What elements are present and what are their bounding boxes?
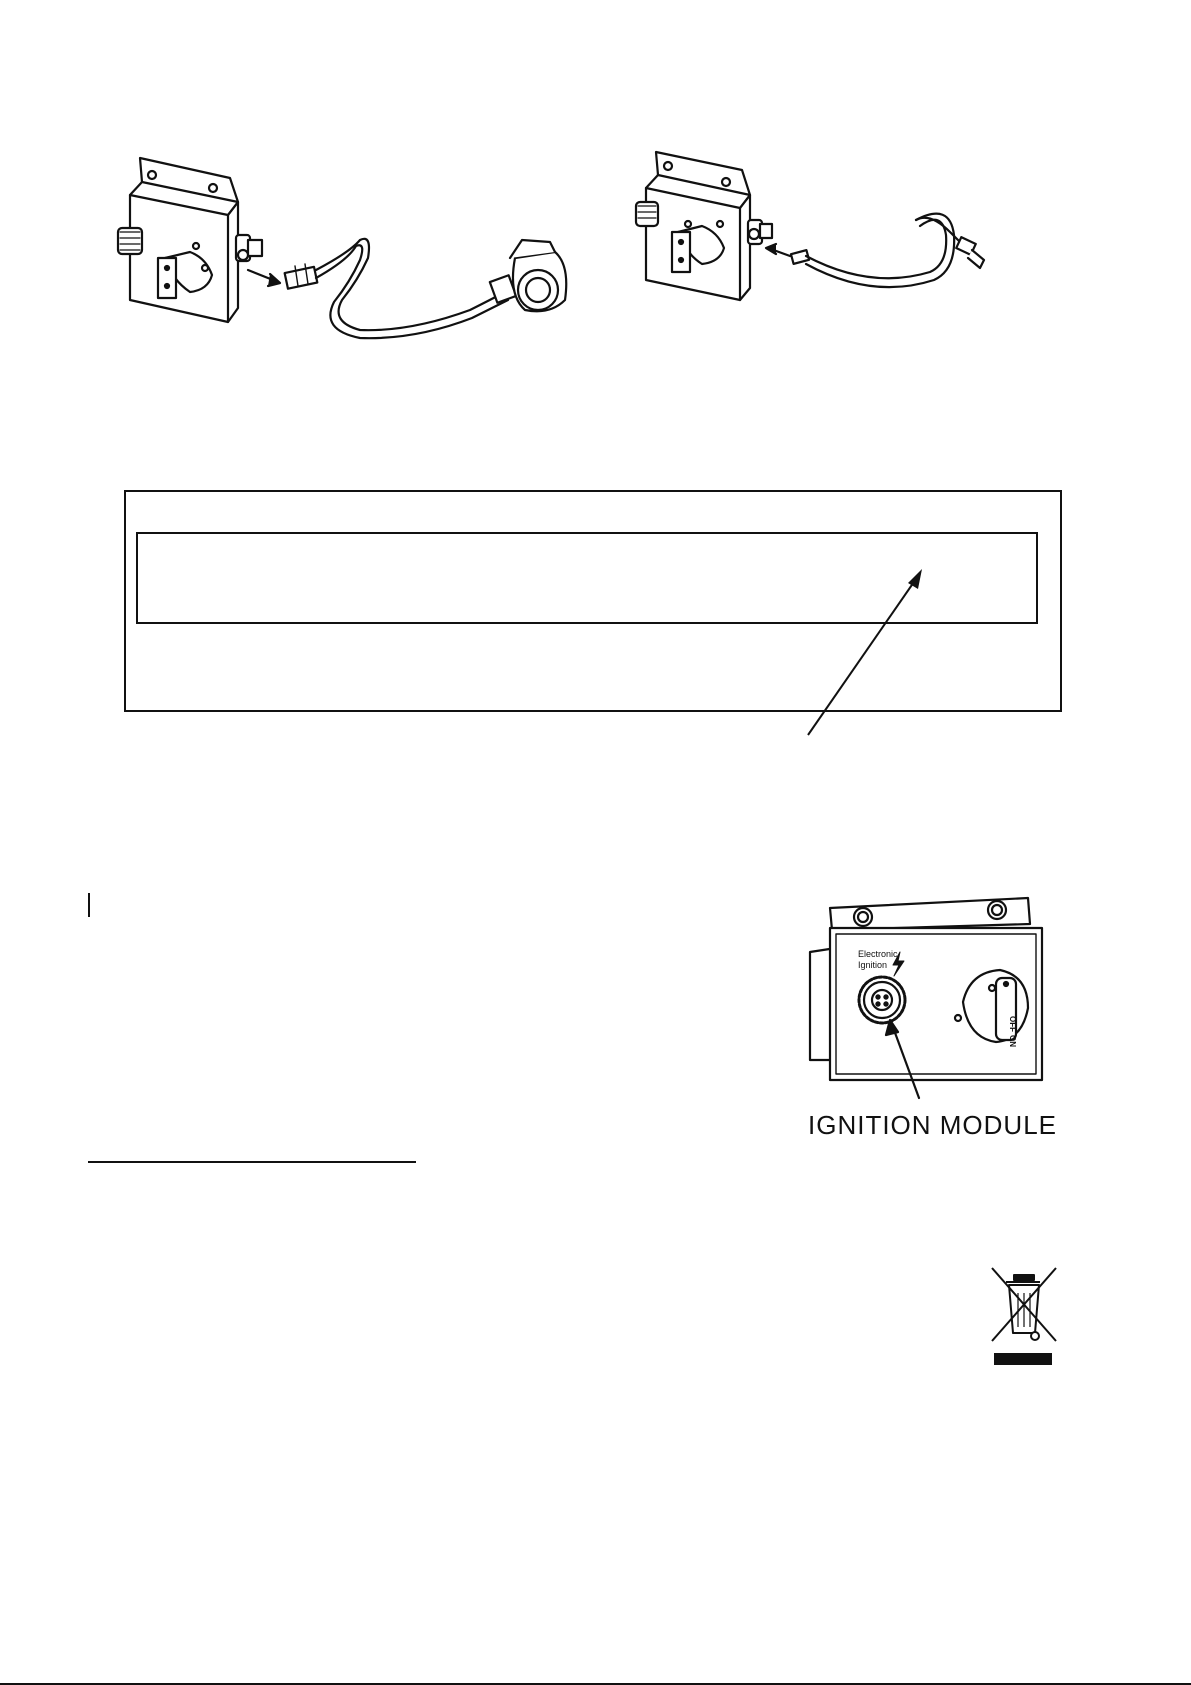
- pointer-arrow: [800, 565, 930, 740]
- regulator-connection-illustration: [110, 140, 610, 350]
- hose-connection-illustration: [630, 140, 1050, 320]
- ignition-module-illustration: [800, 890, 1060, 1100]
- section-underline: [88, 1161, 416, 1163]
- panel-label-ignition: Ignition: [858, 960, 888, 970]
- knob-label-off: OFF: [1008, 1016, 1017, 1032]
- ignition-module-caption: IGNITION MODULE: [808, 1110, 1058, 1140]
- crossed-out-wheelie-bin-icon: [988, 1265, 1060, 1370]
- panel-label-electronic: Electronic: [858, 949, 898, 959]
- margin-bar: [88, 893, 90, 917]
- knob-label-on: ON: [1008, 1035, 1017, 1047]
